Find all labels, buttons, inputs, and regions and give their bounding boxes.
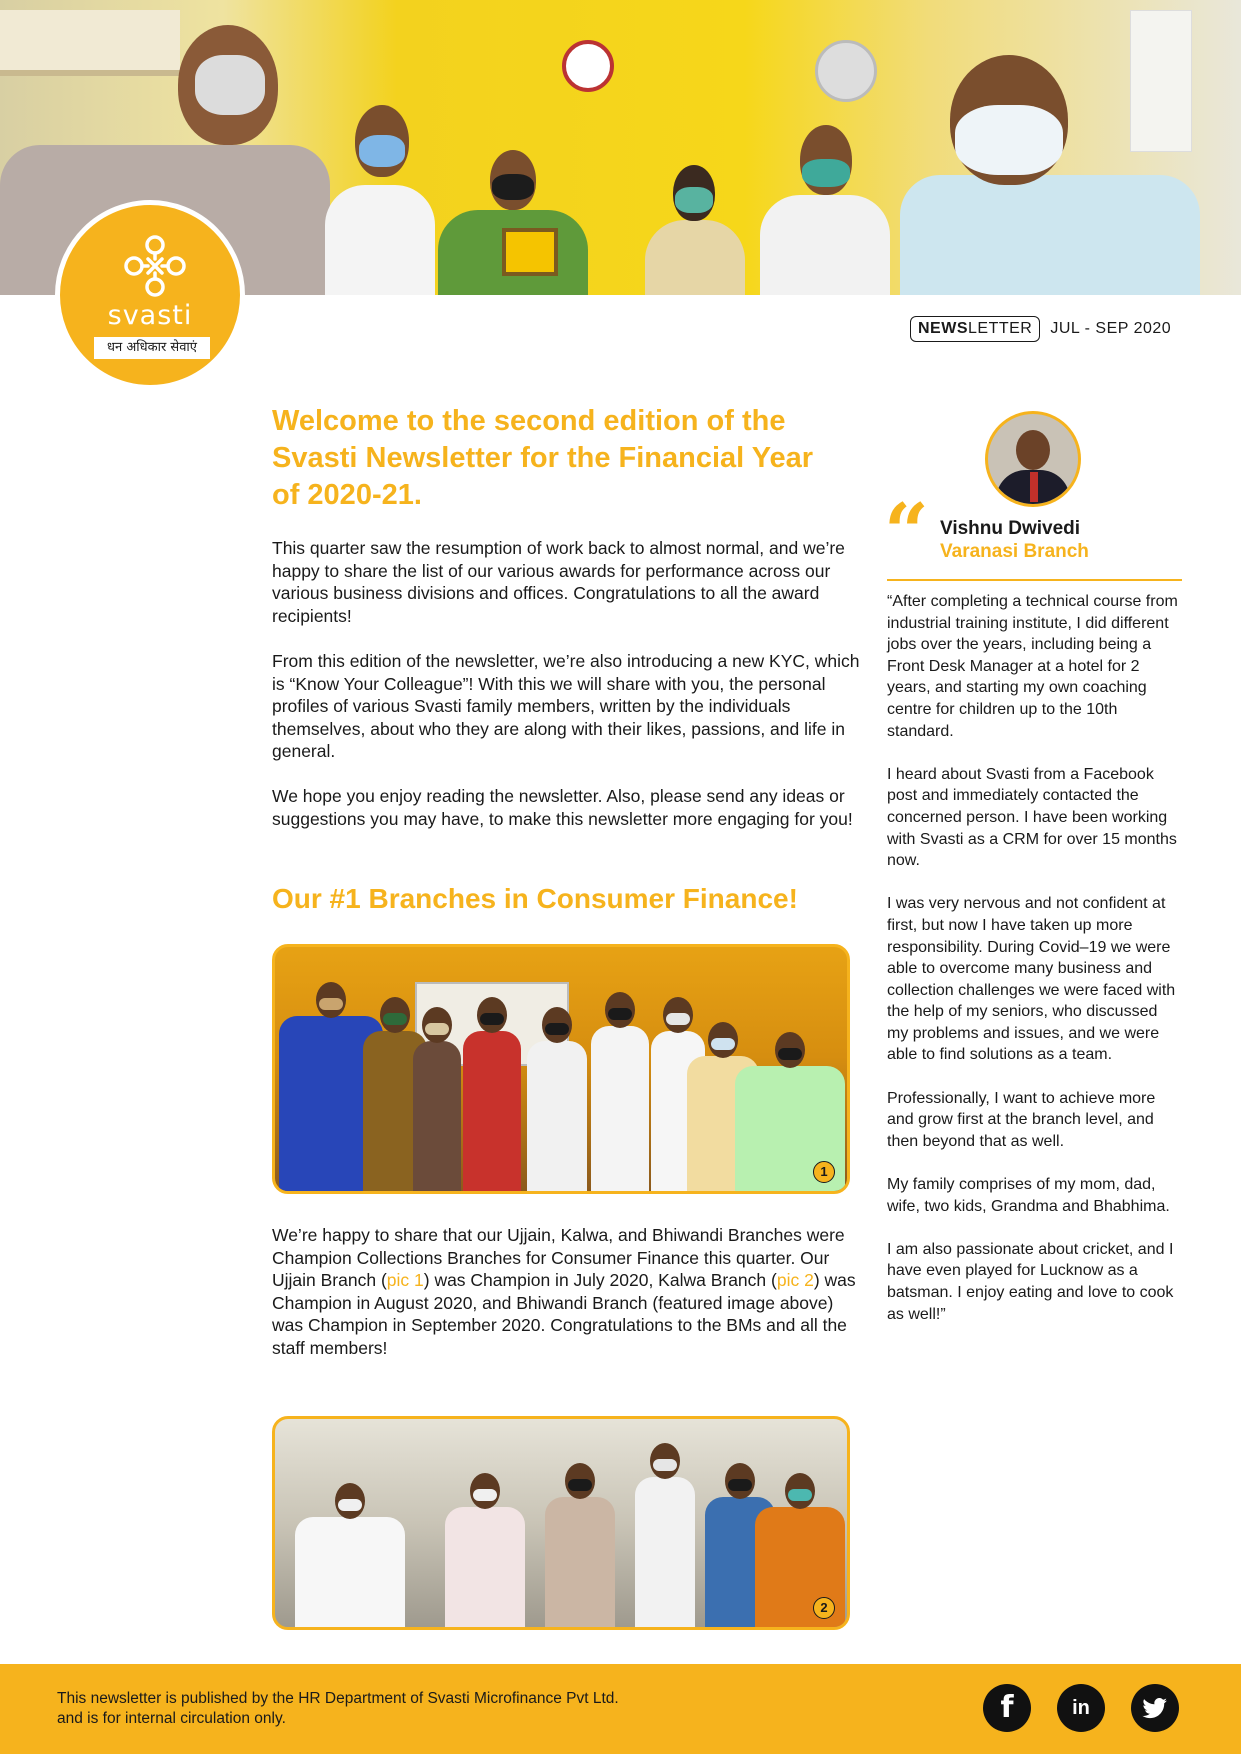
quote-mark-icon: “ [884, 487, 929, 578]
footer-notice [57, 1689, 757, 1729]
photo-1-person [413, 1041, 461, 1191]
facebook-icon[interactable]: f [983, 1684, 1031, 1732]
profile-paragraph: Professionally, I want to achieve more and grow first at the branch level, and then beyond that as well. [887, 1089, 1156, 1150]
linkedin-icon[interactable]: in [1057, 1684, 1105, 1732]
welcome-heading: Welcome to the second edition of the Svasti Newsletter for the Financial Year of 2020-21. [272, 405, 814, 511]
profile-name: Vishnu Dwivedi [940, 518, 1081, 539]
branch-photo-2 [272, 1416, 850, 1630]
photo-2-person [445, 1507, 525, 1627]
hero-person-6 [900, 55, 1200, 295]
branches-paragraph [272, 1224, 862, 1359]
profile-paragraph: I am also passionate about cricket, and I have even played for Lucknow as a batsman. I enjoy eating and love to cook as well!” [887, 1240, 1174, 1323]
photo-1-person [591, 1026, 649, 1191]
photo-1-person [527, 1041, 587, 1191]
pic-1-link[interactable]: pic 1 [386, 1270, 424, 1290]
newsletter-masthead [910, 313, 1171, 345]
photo-2-number-badge: 2 [813, 1597, 835, 1619]
hero-person-4 [645, 165, 745, 295]
profile-branch: Varanasi Branch [940, 541, 1089, 562]
logo-wordmark: svasti [107, 300, 193, 331]
footer-line-2: and is for internal circulation only. [57, 1710, 286, 1727]
svasti-logo-mark-icon [122, 233, 188, 299]
newsletter-label-light: LETTER [968, 320, 1033, 337]
photo-1-person [463, 1031, 521, 1191]
photo-1-number-badge: 1 [813, 1161, 835, 1183]
profile-paragraph: I heard about Svasti from a Facebook post and immediately contacted the concerned person. I have been working with Svasti as a CRM for over 15 months now. [887, 765, 1177, 870]
hero-wall-fan [815, 40, 877, 102]
branch-photo-1 [272, 944, 850, 1194]
photo-2-person [295, 1517, 405, 1627]
intro-paragraph-1: This quarter saw the resumption of work back to almost normal, and we’re happy to share the list of our various awards for performance across our various business divisions and offices. Congratulations to all the award recipients! [272, 538, 845, 626]
footer [0, 1664, 1241, 1754]
hero-wall-clock [562, 40, 614, 92]
photo-2-person [545, 1497, 615, 1627]
branches-section-title: Our #1 Branches in Consumer Finance! [272, 883, 798, 914]
pic-2-link[interactable]: pic 2 [776, 1270, 814, 1290]
profile-divider [887, 579, 1182, 581]
newsletter-date-range: JUL - SEP 2020 [1050, 320, 1172, 337]
intro-paragraph-3: We hope you enjoy reading the newsletter. Also, please send any ideas or suggestions you may have, to make this newsletter more engaging for you! [272, 786, 853, 829]
profile-paragraph: My family comprises of my mom, dad, wife, two kids, Grandma and Bhabhima. [887, 1176, 1170, 1215]
branches-text-2: ) was Champion in July 2020, Kalwa Branch ( [423, 1270, 777, 1290]
hero-person-2 [325, 105, 435, 295]
hero-award-plaque [502, 228, 558, 276]
profile-quote [887, 591, 1182, 1347]
svasti-logo [55, 200, 245, 390]
newsletter-label-bold: NEWS [918, 320, 968, 337]
photo-2-person [635, 1477, 695, 1627]
twitter-icon[interactable] [1131, 1684, 1179, 1732]
hero-person-5 [760, 125, 890, 295]
footer-line-1: This newsletter is published by the HR Department of Svasti Microfinance Pvt Ltd. [57, 1690, 619, 1707]
twitter-bird-icon [1131, 1684, 1179, 1732]
branches-text-3: ) was Champion in August 2020, and Bhiwandi Branch (featured image above) was Champion in September 2020. Congratulations to the BMs and all the staff members! [272, 1270, 856, 1358]
logo-tagline: धन अधिकार सेवाएं [94, 337, 210, 359]
branches-text-1: We’re happy to share that our Ujjain, Kalwa, and Bhiwandi Branches were Champion Collections Branches for Consumer Finance this quarter. Our Ujjain Branch ( [272, 1225, 845, 1290]
newsletter-label [910, 316, 1040, 342]
profile-paragraph: “After completing a technical course from industrial training institute, I did different jobs over the years, including being a Front Desk Manager at a hotel for 2 years, and starting my own coaching centre for children up to the 10th standard. [887, 593, 1178, 740]
profile-avatar [985, 411, 1081, 507]
intro-paragraph-2: From this edition of the newsletter, we’re also introducing a new KYC, which is “Know Your Colleague”! With this we will share with you, the personal profiles of various Svasti family members, written by the individuals themselves, about who they are along with their likes, passions, and life in general. [272, 651, 860, 761]
profile-paragraph: I was very nervous and not confident at first, but now I have taken up more responsibility. During Covid–19 we were able to overcome many business and collection challenges we were faced with the help of my seniors, who discussed my problems and issues, and we were able to find solutions as a team. [887, 895, 1176, 1064]
